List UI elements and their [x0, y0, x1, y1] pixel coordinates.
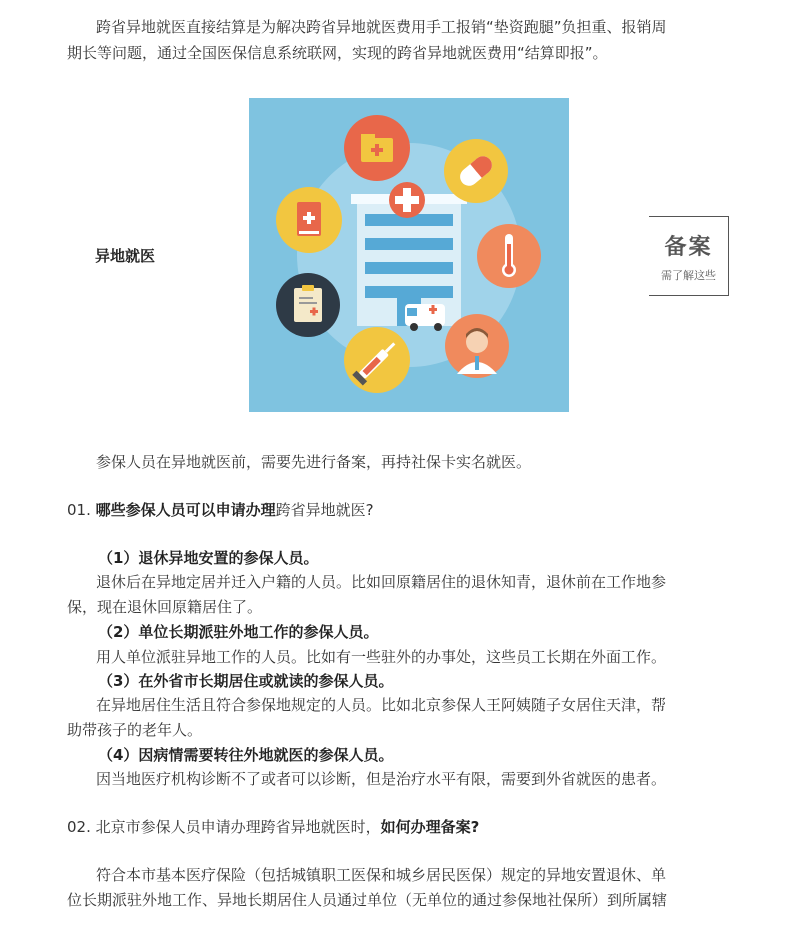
intro-line-1: 跨省异地就医直接结算是为解决跨省异地就医费用手工报销“垫资跑腿”负担重、报销周 [96, 18, 667, 36]
item-2-heading: （2）单位长期派驻外地工作的参保人员。 [98, 623, 379, 641]
medical-illustration [249, 98, 569, 412]
item-1-heading: （1）退休异地安置的参保人员。 [98, 549, 319, 567]
syringe-icon [344, 327, 410, 393]
filing-note: 参保人员在异地就医前，需要先进行备案，再持社保卡实名就医。 [96, 453, 532, 471]
medical-book-icon [276, 187, 342, 253]
item-1-line-1: 退休后在异地定居并迁入户籍的人员。比如回原籍居住的退休知青，退休前在工作地参 [96, 573, 667, 591]
question-1 [67, 497, 374, 523]
question-1-bold: 哪些参保人员可以申请办理 [95, 501, 276, 519]
card-subtitle: 需了解这些 [661, 269, 716, 282]
thermometer-icon [477, 224, 541, 288]
item-4-line-1: 因当地医疗机构诊断不了或者可以诊断，但是治疗水平有限，需要到外省就医的患者。 [96, 770, 667, 788]
pill-icon [444, 139, 508, 203]
clipboard-icon [276, 273, 340, 337]
filing-card [649, 216, 729, 296]
doctor-icon [445, 314, 509, 378]
question-2-prefix: 02. 北京市参保人员申请办理跨省异地就医时， [67, 818, 381, 836]
question-1-rest: 跨省异地就医? [275, 501, 374, 519]
question-2-bold: 如何办理备案? [380, 818, 480, 836]
item-4-heading: （4）因病情需要转往外地就医的参保人员。 [98, 746, 394, 764]
medical-kit-icon [344, 115, 410, 181]
item-3-line-2: 助带孩子的老年人。 [67, 721, 203, 739]
card-title: 备案 [664, 235, 713, 260]
item-3-heading: （3）在外省市长期居住或就读的参保人员。 [98, 672, 394, 690]
question-1-number: 01. [67, 501, 96, 519]
outro-line-1: 符合本市基本医疗保险（包括城镇职工医保和城乡居民医保）规定的异地安置退休、单 [96, 866, 667, 884]
item-2-line-1: 用人单位派驻异地工作的人员。比如有一些驻外的办事处，这些员工长期在外面工作。 [96, 648, 667, 666]
outro-line-2: 位长期派驻外地工作、异地长期居住人员通过单位（无单位的通过参保地社保所）到所属辖 [67, 891, 668, 909]
item-1-line-2: 保，现在退休回原籍居住了。 [67, 598, 263, 616]
intro-line-2: 期长等问题，通过全国医保信息系统联网，实现的跨省异地就医费用“结算即报”。 [67, 44, 608, 62]
hospital-illustration-svg [249, 98, 569, 412]
banner-side-title: 异地就医 [95, 247, 156, 265]
item-3-line-1: 在异地居住生活且符合参保地规定的人员。比如北京参保人王阿姨随子女居住天津，帮 [96, 696, 667, 714]
question-2 [67, 814, 479, 840]
